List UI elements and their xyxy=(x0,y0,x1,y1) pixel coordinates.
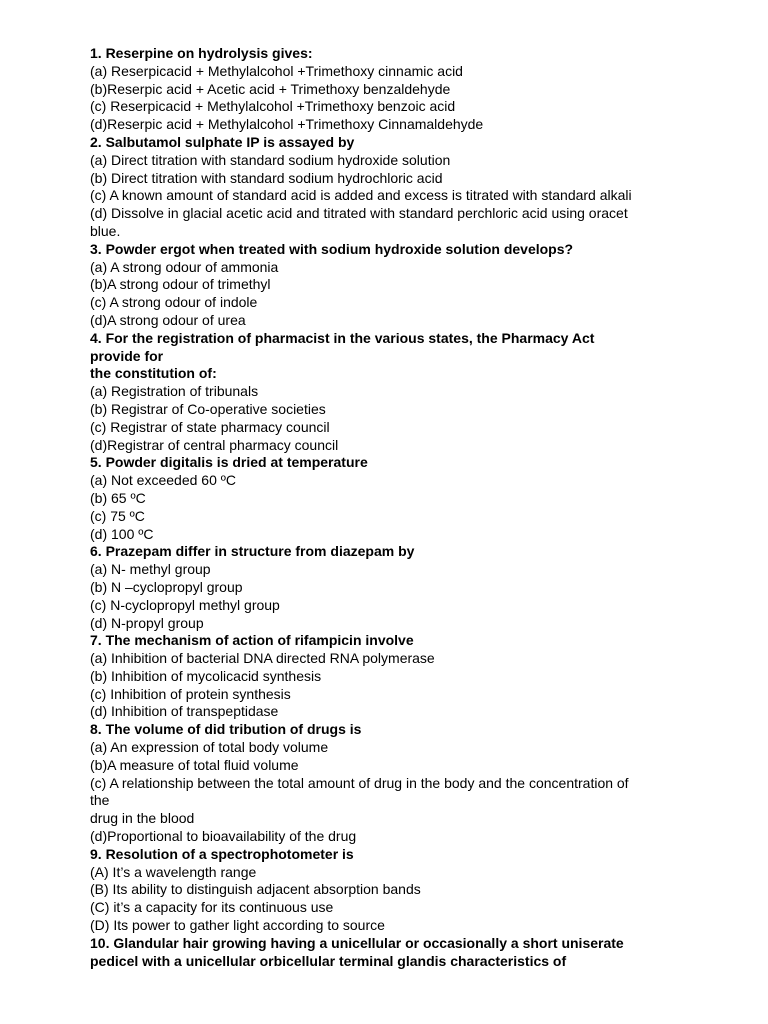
question-3 xyxy=(90,241,750,330)
answer-option: (d) Dissolve in glacial acetic acid and titrated with standard perchloric acid using oracet xyxy=(90,205,628,222)
question-stem: 2. Salbutamol sulphate IP is assayed by xyxy=(90,133,355,150)
question-stem: 7. The mechanism of action of rifampicin involve xyxy=(90,632,414,649)
question-stem: 1. Reserpine on hydrolysis gives: xyxy=(90,45,313,61)
question-1 xyxy=(90,45,750,134)
answer-option: (c) Inhibition of protein synthesis xyxy=(90,685,291,702)
question-stem: 3. Powder ergot when treated with sodium hydroxide solution develops? xyxy=(90,240,574,257)
question-stem: 8. The volume of did tribution of drugs is xyxy=(90,721,362,738)
answer-option: (d)A strong odour of urea xyxy=(90,311,246,328)
question-6 xyxy=(90,543,750,632)
answer-option: (d) Inhibition of transpeptidase xyxy=(90,703,279,720)
answer-option: (b) 65 ºC xyxy=(90,489,146,506)
question-7 xyxy=(90,632,750,721)
question-8 xyxy=(90,721,750,846)
question-stem: 5. Powder digitalis is dried at temperature xyxy=(90,454,368,471)
question-stem: 4. For the registration of pharmacist in the various states, the Pharmacy Act xyxy=(90,329,595,346)
question-stem-continued: the constitution of: xyxy=(90,365,217,382)
answer-option: (b)Reserpic acid + Acetic acid + Trimethoxy benzaldehyde xyxy=(90,80,451,97)
answer-option: (d)Registrar of central pharmacy council xyxy=(90,436,339,453)
answer-option: (a) An expression of total body volume xyxy=(90,739,329,756)
question-2 xyxy=(90,134,750,241)
answer-option: (b) N –cyclopropyl group xyxy=(90,578,243,595)
answer-option: (A) It’s a wavelength range xyxy=(90,863,257,880)
question-9 xyxy=(90,846,750,935)
answer-option: (c) A strong odour of indole xyxy=(90,294,258,311)
answer-option: (d) N-propyl group xyxy=(90,614,204,631)
question-document xyxy=(90,45,750,970)
answer-option: (B) Its ability to distinguish adjacent absorption bands xyxy=(90,881,421,898)
answer-option: (a) A strong odour of ammonia xyxy=(90,258,279,275)
answer-option: (b)A strong odour of trimethyl xyxy=(90,276,271,293)
question-4 xyxy=(90,330,750,455)
answer-option: (d) 100 ºC xyxy=(90,525,154,542)
question-stem: 10. Glandular hair growing having a unicellular or occasionally a short uniserate xyxy=(90,934,624,951)
answer-option: (b)A measure of total fluid volume xyxy=(90,756,299,773)
answer-option: (c) A known amount of standard acid is added and excess is titrated with standard alkali xyxy=(90,187,632,204)
answer-option: (b) Direct titration with standard sodium hydrochloric acid xyxy=(90,169,443,186)
answer-option: (a) Reserpicacid + Methylalcohol +Trimethoxy cinnamic acid xyxy=(90,62,463,79)
answer-option: (a) N- methyl group xyxy=(90,561,211,578)
answer-option-continued: the xyxy=(90,792,110,809)
question-stem-continued: pedicel with a unicellular orbicellular terminal glandis characteristics of xyxy=(90,952,567,969)
question-stem-continued: provide for xyxy=(90,347,164,364)
answer-option: (a) Inhibition of bacterial DNA directed RNA polymerase xyxy=(90,650,435,667)
answer-option: (a) Not exceeded 60 ºC xyxy=(90,472,236,489)
answer-option-continued: drug in the blood xyxy=(90,810,195,827)
answer-option: (c) 75 ºC xyxy=(90,507,145,524)
question-stem: 9. Resolution of a spectrophotometer is xyxy=(90,845,354,862)
question-10 xyxy=(90,935,750,971)
answer-option: (c) A relationship between the total amount of drug in the body and the concentration of xyxy=(90,774,629,791)
answer-option: (b) Registrar of Co-operative societies xyxy=(90,400,326,417)
question-stem: 6. Prazepam differ in structure from diazepam by xyxy=(90,543,415,560)
answer-option: (c) N-cyclopropyl methyl group xyxy=(90,596,280,613)
answer-option: (b) Inhibition of mycolicacid synthesis xyxy=(90,667,322,684)
answer-option-continued: blue. xyxy=(90,222,121,239)
answer-option: (d)Reserpic acid + Methylalcohol +Trimethoxy Cinnamaldehyde xyxy=(90,116,484,133)
answer-option: (a) Direct titration with standard sodium hydroxide solution xyxy=(90,151,451,168)
answer-option: (d)Proportional to bioavailability of the drug xyxy=(90,828,357,845)
answer-option: (D) Its power to gather light according to source xyxy=(90,917,385,934)
answer-option: (a) Registration of tribunals xyxy=(90,383,259,400)
answer-option: (C) it’s a capacity for its continuous use xyxy=(90,899,334,916)
question-5 xyxy=(90,454,750,543)
answer-option: (c) Registrar of state pharmacy council xyxy=(90,418,330,435)
answer-option: (c) Reserpicacid + Methylalcohol +Trimethoxy benzoic acid xyxy=(90,98,456,115)
